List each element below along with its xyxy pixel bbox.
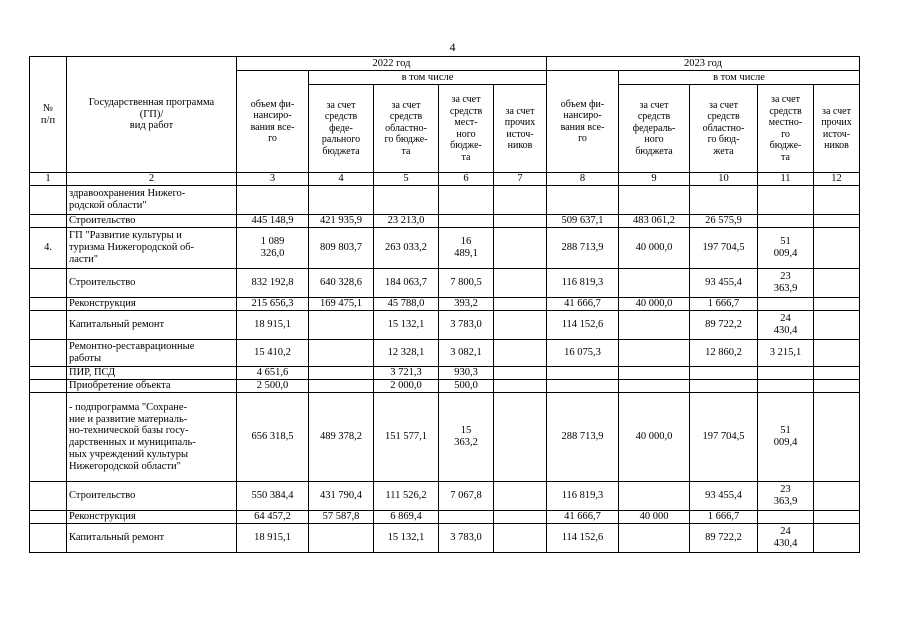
- row-value: 51 009,4: [758, 228, 814, 269]
- row-value: [237, 186, 309, 215]
- row-value: 169 475,1: [309, 298, 374, 311]
- header-regional-2023: за счет средств областно- го бюд- жета: [690, 85, 758, 173]
- row-value: 41 666,7: [547, 511, 619, 524]
- row-value: 15 410,2: [237, 340, 309, 367]
- row-value: 18 915,1: [237, 311, 309, 340]
- row-value: [494, 311, 547, 340]
- row-value: [814, 228, 860, 269]
- row-value: 23 363,9: [758, 482, 814, 511]
- row-value: 393,2: [439, 298, 494, 311]
- row-value: [814, 380, 860, 393]
- row-value: [547, 367, 619, 380]
- row-number: [30, 298, 67, 311]
- row-value: 15 132,1: [374, 524, 439, 553]
- row-value: [619, 340, 690, 367]
- row-value: [814, 311, 860, 340]
- row-value: [814, 524, 860, 553]
- row-value: [758, 215, 814, 228]
- row-value: 23 363,9: [758, 269, 814, 298]
- row-value: [309, 380, 374, 393]
- row-name: Строительство: [67, 269, 237, 298]
- row-value: 215 656,3: [237, 298, 309, 311]
- row-value: 24 430,4: [758, 524, 814, 553]
- row-value: [758, 298, 814, 311]
- row-value: [619, 482, 690, 511]
- row-value: [814, 482, 860, 511]
- row-value: 18 915,1: [237, 524, 309, 553]
- row-value: [494, 367, 547, 380]
- row-value: [814, 269, 860, 298]
- header-regional-2022: за счет средств областно- го бюдже- та: [374, 85, 439, 173]
- row-name: Реконструкция: [67, 511, 237, 524]
- table-row: [30, 269, 860, 298]
- header-other-2022: за счет прочих источ- ников: [494, 85, 547, 173]
- row-number: 4.: [30, 228, 67, 269]
- row-value: [309, 311, 374, 340]
- row-name: ГП "Развитие культуры и туризма Нижегородской об- ласти": [67, 228, 237, 269]
- row-value: 288 713,9: [547, 393, 619, 482]
- column-number: 7: [494, 173, 547, 186]
- table-row: [30, 311, 860, 340]
- row-value: 3 215,1: [758, 340, 814, 367]
- header-total-2023: объем фи- нансиро- вания все- го: [547, 71, 619, 173]
- row-value: 114 152,6: [547, 524, 619, 553]
- row-value: 930,3: [439, 367, 494, 380]
- row-value: 421 935,9: [309, 215, 374, 228]
- table-row: [30, 228, 860, 269]
- row-number: [30, 511, 67, 524]
- row-value: 15 363,2: [439, 393, 494, 482]
- row-value: 809 803,7: [309, 228, 374, 269]
- row-value: 16 075,3: [547, 340, 619, 367]
- row-value: 15 132,1: [374, 311, 439, 340]
- row-value: [494, 511, 547, 524]
- column-number-row: [30, 173, 860, 186]
- column-number: 4: [309, 173, 374, 186]
- row-number: [30, 340, 67, 367]
- row-value: [439, 215, 494, 228]
- row-value: 12 860,2: [690, 340, 758, 367]
- row-value: 12 328,1: [374, 340, 439, 367]
- row-value: [309, 367, 374, 380]
- row-value: 64 457,2: [237, 511, 309, 524]
- row-value: [814, 511, 860, 524]
- row-value: [494, 524, 547, 553]
- header-year-2022: 2022 год: [237, 57, 547, 71]
- row-value: [814, 340, 860, 367]
- row-value: 40 000: [619, 511, 690, 524]
- row-value: 89 722,2: [690, 524, 758, 553]
- row-value: 3 783,0: [439, 311, 494, 340]
- row-value: 500,0: [439, 380, 494, 393]
- row-value: [814, 367, 860, 380]
- row-value: 184 063,7: [374, 269, 439, 298]
- header-local-2023: за счет средств местно- го бюдже- та: [758, 85, 814, 173]
- row-value: 40 000,0: [619, 228, 690, 269]
- row-value: [619, 524, 690, 553]
- header-year-2023: 2023 год: [547, 57, 860, 71]
- row-name: здравоохранения Нижего- родской области": [67, 186, 237, 215]
- row-number: [30, 215, 67, 228]
- row-value: 263 033,2: [374, 228, 439, 269]
- row-value: 40 000,0: [619, 393, 690, 482]
- row-name: Капитальный ремонт: [67, 311, 237, 340]
- row-value: [690, 380, 758, 393]
- header-number: № п/п: [30, 57, 67, 173]
- column-number: 10: [690, 173, 758, 186]
- row-value: 4 651,6: [237, 367, 309, 380]
- row-value: [814, 393, 860, 482]
- column-number: 8: [547, 173, 619, 186]
- row-value: [494, 298, 547, 311]
- row-value: 3 721,3: [374, 367, 439, 380]
- row-value: [494, 380, 547, 393]
- row-value: [690, 186, 758, 215]
- row-name: Реконструкция: [67, 298, 237, 311]
- row-value: 7 067,8: [439, 482, 494, 511]
- page-number: 4: [449, 40, 456, 54]
- row-name: ПИР, ПСД: [67, 367, 237, 380]
- row-value: 3 082,1: [439, 340, 494, 367]
- row-number: [30, 367, 67, 380]
- row-value: 1 666,7: [690, 511, 758, 524]
- row-value: 40 000,0: [619, 298, 690, 311]
- row-value: 26 575,9: [690, 215, 758, 228]
- row-value: [494, 215, 547, 228]
- row-value: 3 783,0: [439, 524, 494, 553]
- row-value: 116 819,3: [547, 482, 619, 511]
- header-including-2022: в том числе: [309, 71, 547, 85]
- row-value: [547, 186, 619, 215]
- row-value: [309, 524, 374, 553]
- table-row: [30, 367, 860, 380]
- header-other-2023: за счет прочих источ- ников: [814, 85, 860, 173]
- row-value: 6 869,4: [374, 511, 439, 524]
- row-value: [758, 511, 814, 524]
- row-number: [30, 311, 67, 340]
- row-value: [439, 511, 494, 524]
- row-value: 114 152,6: [547, 311, 619, 340]
- row-value: 116 819,3: [547, 269, 619, 298]
- row-value: 550 384,4: [237, 482, 309, 511]
- row-name: Строительство: [67, 482, 237, 511]
- row-value: [619, 380, 690, 393]
- row-value: 288 713,9: [547, 228, 619, 269]
- row-value: 23 213,0: [374, 215, 439, 228]
- table-row: [30, 393, 860, 482]
- row-value: 197 704,5: [690, 228, 758, 269]
- row-value: [619, 186, 690, 215]
- header-federal-2022: за счет средств феде- рального бюджета: [309, 85, 374, 173]
- row-value: 89 722,2: [690, 311, 758, 340]
- row-value: 111 526,2: [374, 482, 439, 511]
- row-value: 2 500,0: [237, 380, 309, 393]
- row-value: [758, 380, 814, 393]
- table-row: [30, 186, 860, 215]
- row-value: 24 430,4: [758, 311, 814, 340]
- row-value: 431 790,4: [309, 482, 374, 511]
- column-number: 1: [30, 173, 67, 186]
- row-value: [494, 340, 547, 367]
- row-value: [494, 269, 547, 298]
- row-value: 489 378,2: [309, 393, 374, 482]
- header-total-2022: объем фи- нансиро- вания все- го: [237, 71, 309, 173]
- column-number: 2: [67, 173, 237, 186]
- row-number: [30, 524, 67, 553]
- row-value: [814, 215, 860, 228]
- row-value: 93 455,4: [690, 482, 758, 511]
- row-value: 16 489,1: [439, 228, 494, 269]
- row-value: 2 000,0: [374, 380, 439, 393]
- table-row: [30, 482, 860, 511]
- row-value: 41 666,7: [547, 298, 619, 311]
- row-value: 197 704,5: [690, 393, 758, 482]
- table-row: [30, 380, 860, 393]
- row-value: 445 148,9: [237, 215, 309, 228]
- row-value: [494, 482, 547, 511]
- column-number: 11: [758, 173, 814, 186]
- row-name: Приобретение объекта: [67, 380, 237, 393]
- row-value: [309, 186, 374, 215]
- row-value: [374, 186, 439, 215]
- row-value: 45 788,0: [374, 298, 439, 311]
- row-value: [690, 367, 758, 380]
- column-number: 12: [814, 173, 860, 186]
- row-name: Строительство: [67, 215, 237, 228]
- column-number: 3: [237, 173, 309, 186]
- row-value: [758, 186, 814, 215]
- table-row: [30, 215, 860, 228]
- row-value: [814, 186, 860, 215]
- row-value: [619, 311, 690, 340]
- row-value: [547, 380, 619, 393]
- table-row: [30, 298, 860, 311]
- row-number: [30, 380, 67, 393]
- row-number: [30, 482, 67, 511]
- row-value: 7 800,5: [439, 269, 494, 298]
- column-number: 5: [374, 173, 439, 186]
- table-row: [30, 340, 860, 367]
- header-program: Государственная программа (ГП)/ вид работ: [67, 57, 237, 173]
- row-name: Ремонтно-реставрационные работы: [67, 340, 237, 367]
- row-value: [758, 367, 814, 380]
- row-value: [494, 228, 547, 269]
- row-number: [30, 269, 67, 298]
- row-name: - подпрограмма "Сохране- ние и развитие материаль- но-технической базы госу- дарственных и муниципаль- ных учреждений культуры Нижегородской области": [67, 393, 237, 482]
- row-value: [494, 393, 547, 482]
- row-value: 1 666,7: [690, 298, 758, 311]
- budget-table: [29, 56, 860, 553]
- row-name: Капитальный ремонт: [67, 524, 237, 553]
- header-including-2023: в том числе: [619, 71, 860, 85]
- row-value: 832 192,8: [237, 269, 309, 298]
- header-local-2022: за счет средств мест- ного бюдже- та: [439, 85, 494, 173]
- row-number: [30, 186, 67, 215]
- column-number: 6: [439, 173, 494, 186]
- row-value: [619, 367, 690, 380]
- row-number: [30, 393, 67, 482]
- row-value: [814, 298, 860, 311]
- row-value: 640 328,6: [309, 269, 374, 298]
- row-value: 509 637,1: [547, 215, 619, 228]
- row-value: 51 009,4: [758, 393, 814, 482]
- column-number: 9: [619, 173, 690, 186]
- row-value: 1 089 326,0: [237, 228, 309, 269]
- row-value: 656 318,5: [237, 393, 309, 482]
- header-federal-2023: за счет средств федераль- ного бюджета: [619, 85, 690, 173]
- row-value: 483 061,2: [619, 215, 690, 228]
- row-value: [439, 186, 494, 215]
- table-row: [30, 524, 860, 553]
- table-row: [30, 511, 860, 524]
- row-value: [619, 269, 690, 298]
- row-value: [494, 186, 547, 215]
- row-value: 57 587,8: [309, 511, 374, 524]
- row-value: [309, 340, 374, 367]
- row-value: 93 455,4: [690, 269, 758, 298]
- row-value: 151 577,1: [374, 393, 439, 482]
